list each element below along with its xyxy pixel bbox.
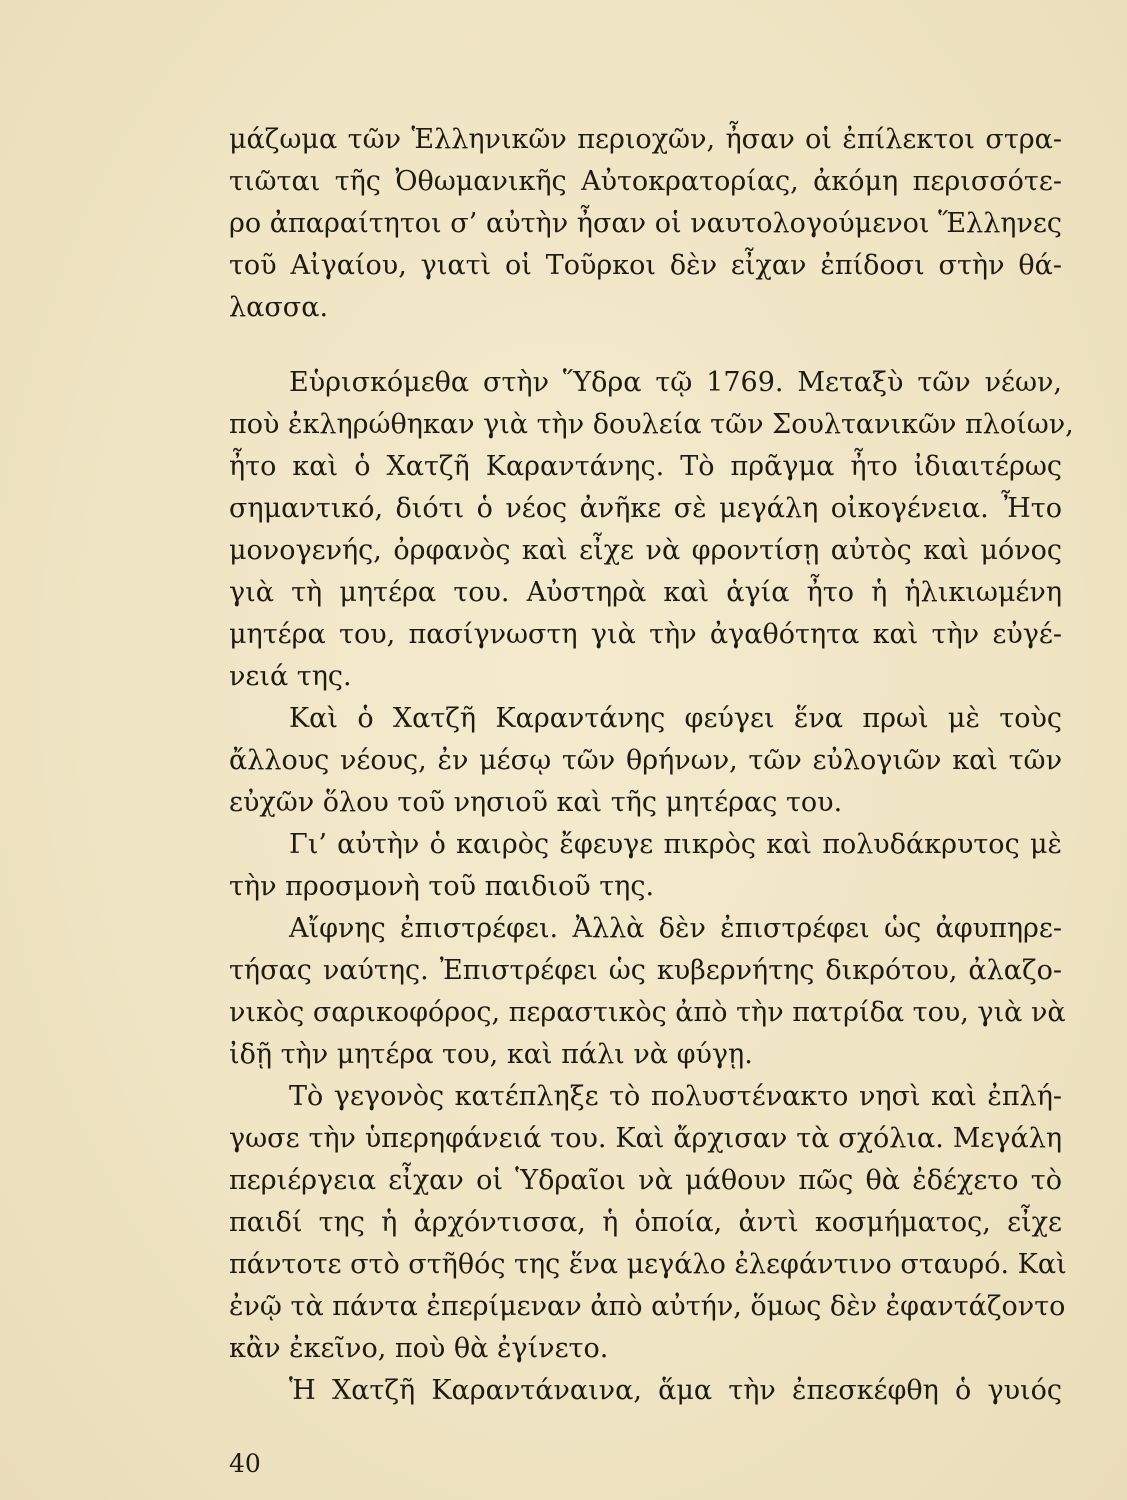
text-line: ἦτο καὶ ὁ Χατζῆ Καραντάνης. Τὸ πρᾶγμα ἦτο ἰδιαιτέρως	[229, 451, 1062, 482]
text-line: νειά της.	[229, 661, 352, 692]
text-line: τοῦ Αἰγαίου, γιατὶ οἱ Τοῦρκοι δὲν εἶχαν ἐπίδοσι στὴν θά-	[229, 250, 1062, 281]
text-line: μάζωμα τῶν Ἑλληνικῶν περιοχῶν, ἦσαν οἱ ἐπίλεκτοι στρα-	[229, 124, 1062, 155]
text-line: παιδί της ἡ ἀρχόντισσα, ἡ ὁποία, ἀντὶ κοσμήματος, εἶχε	[229, 1207, 1062, 1238]
text-line: Εὑρισκόμεθα στὴν Ὕδρα τῷ 1769. Μεταξὺ τῶν νέων,	[289, 367, 1062, 398]
text-line: ἐνῷ τὰ πάντα ἐπερίμεναν ἀπὸ αὐτήν, ὅμως δὲν ἐφαντάζοντο	[229, 1291, 1066, 1322]
text-line: γωσε τὴν ὑπερηφάνειά του. Καὶ ἄρχισαν τὰ σχόλια. Μεγάλη	[229, 1123, 1062, 1154]
text-line: Αἴφνης ἐπιστρέφει. Ἀλλὰ δὲν ἐπιστρέφει ὡς ἀφυπηρε-	[289, 913, 1062, 944]
text-line: σημαντικό, διότι ὁ νέος ἀνῆκε σὲ μεγάλη οἰκογένεια. Ἦτο	[229, 493, 1062, 524]
text-line: Ἡ Χατζῆ Καραντάναινα, ἅμα τὴν ἐπεσκέφθη ὁ γυιός	[289, 1375, 1062, 1406]
text-line: Γι’ αὐτὴν ὁ καιρὸς ἔφευγε πικρὸς καὶ πολυδάκρυτος μὲ	[289, 829, 1062, 860]
text-line: μητέρα του, πασίγνωστη γιὰ τὴν ἀγαθότητα καὶ τὴν εὐγέ-	[229, 619, 1062, 650]
text-line: πάντοτε στὸ στῆθός της ἕνα μεγάλο ἐλεφάντινο σταυρό. Καὶ	[229, 1249, 1067, 1280]
text-line: ἰδῇ τὴν μητέρα του, καὶ πάλι νὰ φύγῃ.	[229, 1039, 753, 1070]
text-line: εὐχῶν ὅλου τοῦ νησιοῦ καὶ τῆς μητέρας του.	[229, 787, 843, 818]
text-line: ποὺ ἐκληρώθηκαν γιὰ τὴν δουλεία τῶν Σουλτανικῶν πλοίων,	[229, 409, 1074, 440]
text-line: μονογενής, ὀρφανὸς καὶ εἶχε νὰ φροντίσῃ αὐτὸς καὶ μόνος	[229, 535, 1062, 566]
text-line: νικὸς σαρικοφόρος, περαστικὸς ἀπὸ τὴν πατρίδα του, γιὰ νὰ	[229, 997, 1066, 1028]
text-line: τήσας ναύτης. Ἐπιστρέφει ὡς κυβερνήτης δικρότου, ἀλαζο-	[229, 955, 1062, 986]
text-line: Τὸ γεγονὸς κατέπληξε τὸ πολυστένακτο νησὶ καὶ ἐπλή-	[289, 1081, 1062, 1112]
text-line: τιῶται τῆς Ὀθωμανικῆς Αὐτοκρατορίας, ἀκόμη περισσότε-	[229, 166, 1062, 197]
text-line: ἄλλους νέους, ἐν μέσῳ τῶν θρήνων, τῶν εὐλογιῶν καὶ τῶν	[229, 745, 1062, 776]
text-line: ρο ἀπαραίτητοι σ’ αὐτὴν ἦσαν οἱ ναυτολογούμενοι Ἕλληνες	[229, 208, 1062, 239]
text-line: Καὶ ὁ Χατζῆ Καραντάνης φεύγει ἕνα πρωὶ μὲ τοὺς	[289, 703, 1062, 734]
page-number: 40	[229, 1449, 261, 1478]
text-line: κἂν ἐκεῖνο, ποὺ θὰ ἐγίνετο.	[229, 1333, 609, 1364]
text-line: λασσα.	[229, 292, 329, 323]
text-line: περιέργεια εἶχαν οἱ Ὑδραῖοι νὰ μάθουν πῶς θὰ ἐδέχετο τὸ	[229, 1165, 1062, 1196]
text-line: γιὰ τὴ μητέρα του. Αὐστηρὰ καὶ ἁγία ἦτο ἡ ἡλικιωμένη	[229, 577, 1062, 608]
text-line: τὴν προσμονὴ τοῦ παιδιοῦ της.	[229, 871, 655, 902]
